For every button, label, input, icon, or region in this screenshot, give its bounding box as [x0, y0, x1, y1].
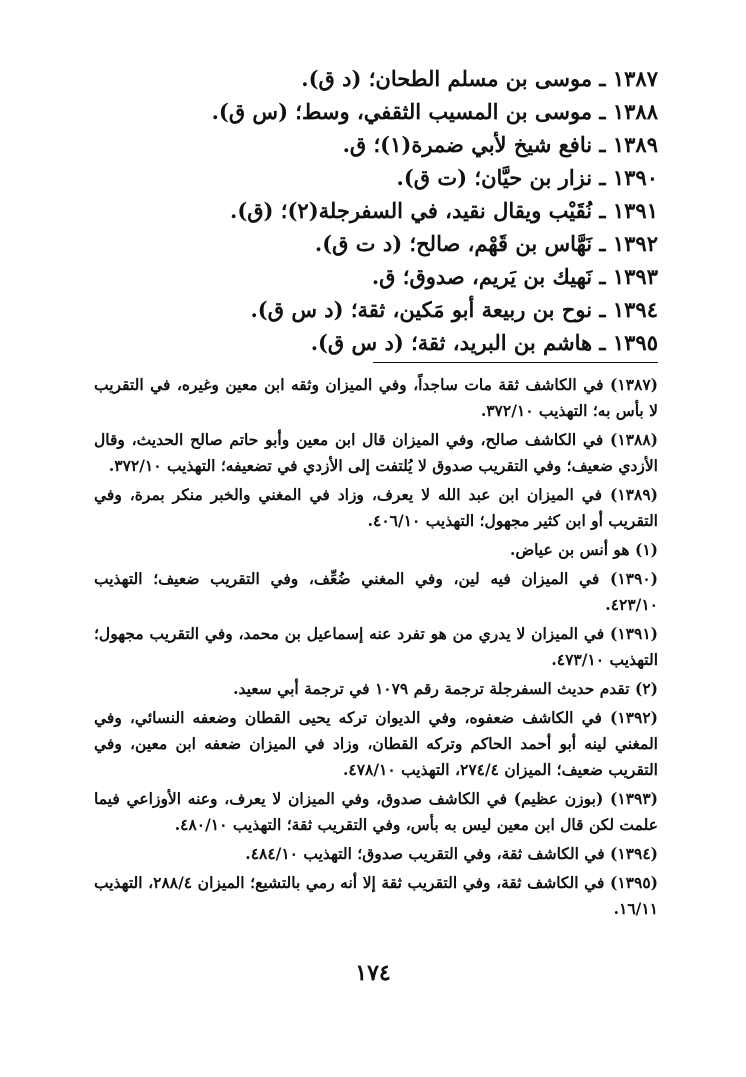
footnote-divider — [373, 362, 658, 363]
footnote-1395: (١٣٩٥) في الكاشف ثقة، وفي التقريب ثقة إلا أنه رمي بالتشيع؛ الميزان ٢٨٨/٤، التهذيب ١٦/١١. — [94, 873, 659, 918]
entry-1395: ١٣٩٥ ـ هاشم بن البريد، ثقة؛ (د س ق). — [310, 330, 658, 355]
footnote-1394: (١٣٩٤) في الكاشف ثقة، وفي التقريب صدوق؛ التهذيب ٤٨٤/١٠. — [245, 844, 658, 863]
entry-1387: ١٣٨٧ ـ موسى بن مسلم الطحان؛ (د ق). — [301, 66, 658, 91]
page-number: ١٧٤ — [355, 960, 391, 986]
entry-1393: ١٣٩٣ ـ نَهيك بن يَريم، صدوق؛ ق. — [371, 264, 658, 289]
footnote-marker-2: (٢) تقدم حديث السفرجلة ترجمة رقم ١٠٧٩ في ترجمة أبي سعيد. — [233, 679, 658, 698]
entry-1391: ١٣٩١ ـ نُقَيْب ويقال نقيد، في السفرجلة(٢)؛ (ق). — [230, 198, 658, 223]
narrator-entries — [138, 62, 658, 359]
footnote-1392: (١٣٩٢) في الكاشف ضعفوه، وفي الديوان تركه يحيى القطان وضعفه النسائي، وفي المغني لينه أبو أحمد الحاكم وتركه القطان، وزاد في الميزان ضعفه ابن معين، وفي التقريب ضعيف؛ الميزان ٢٧٤/٤، التهذيب ٤٧٨/١٠. — [94, 708, 658, 779]
entry-1389: ١٣٨٩ ـ نافع شيخ لأبي ضمرة(١)؛ ق. — [342, 132, 658, 157]
footnote-marker-1: (١) هو أنس بن عياض. — [509, 540, 658, 559]
footnote-1387: (١٣٨٧) في الكاشف ثقة مات ساجداً، وفي الميزان وثقه ابن معين وغيره، في التقريب لا بأس به؛ التهذيب ٣٧٢/١٠. — [94, 375, 658, 420]
footnote-1390: (١٣٩٠) في الميزان فيه لين، وفي المغني ضُعِّف، وفي التقريب ضعيف؛ التهذيب ٤٢٣/١٠. — [94, 569, 658, 614]
entry-1388: ١٣٨٨ ـ موسى بن المسيب الثقفي، وسط؛ (س ق). — [211, 99, 658, 124]
entry-1392: ١٣٩٢ ـ نَهَّاس بن قَهْم، صالح؛ (د ت ق). — [314, 231, 658, 256]
footnote-1388: (١٣٨٨) في الكاشف صالح، وفي الميزان قال ابن معين وأبو حاتم صالح الحديث، وقال الأزدي ضعيف؛ وفي التقريب صدوق لا يُلتفت إلى الأزدي في تضعيفه؛ التهذيب ٣٧٢/١٠. — [94, 430, 658, 475]
footnote-1393: (١٣٩٣) (بوزن عظيم) في الكاشف صدوق، وفي الميزان لا يعرف، وعنه الأوزاعي فيما علمت لكن قال ابن معين ليس به بأس، وفي التقريب ثقة؛ التهذيب ٤٨٠/١٠. — [94, 789, 658, 834]
footnote-1391: (١٣٩١) في الميزان لا يدري من هو تفرد عنه إسماعيل بن محمد، وفي التقريب مجهول؛ التهذيب ٤٧٣/١٠. — [94, 624, 658, 669]
entry-1394: ١٣٩٤ ـ نوح بن ربيعة أبو مَكين، ثقة؛ (د س ق). — [250, 297, 658, 322]
entry-1390: ١٣٩٠ ـ نزار بن حيَّان؛ (ت ق). — [396, 165, 658, 190]
footnote-1389: (١٣٨٩) في الميزان ابن عبد الله لا يعرف، وزاد في المغني والخبر منكر بمرة، وفي التقريب أو ابن كثير مجهول؛ التهذيب ٤٠٦/١٠. — [94, 485, 658, 530]
footnotes — [94, 372, 658, 925]
